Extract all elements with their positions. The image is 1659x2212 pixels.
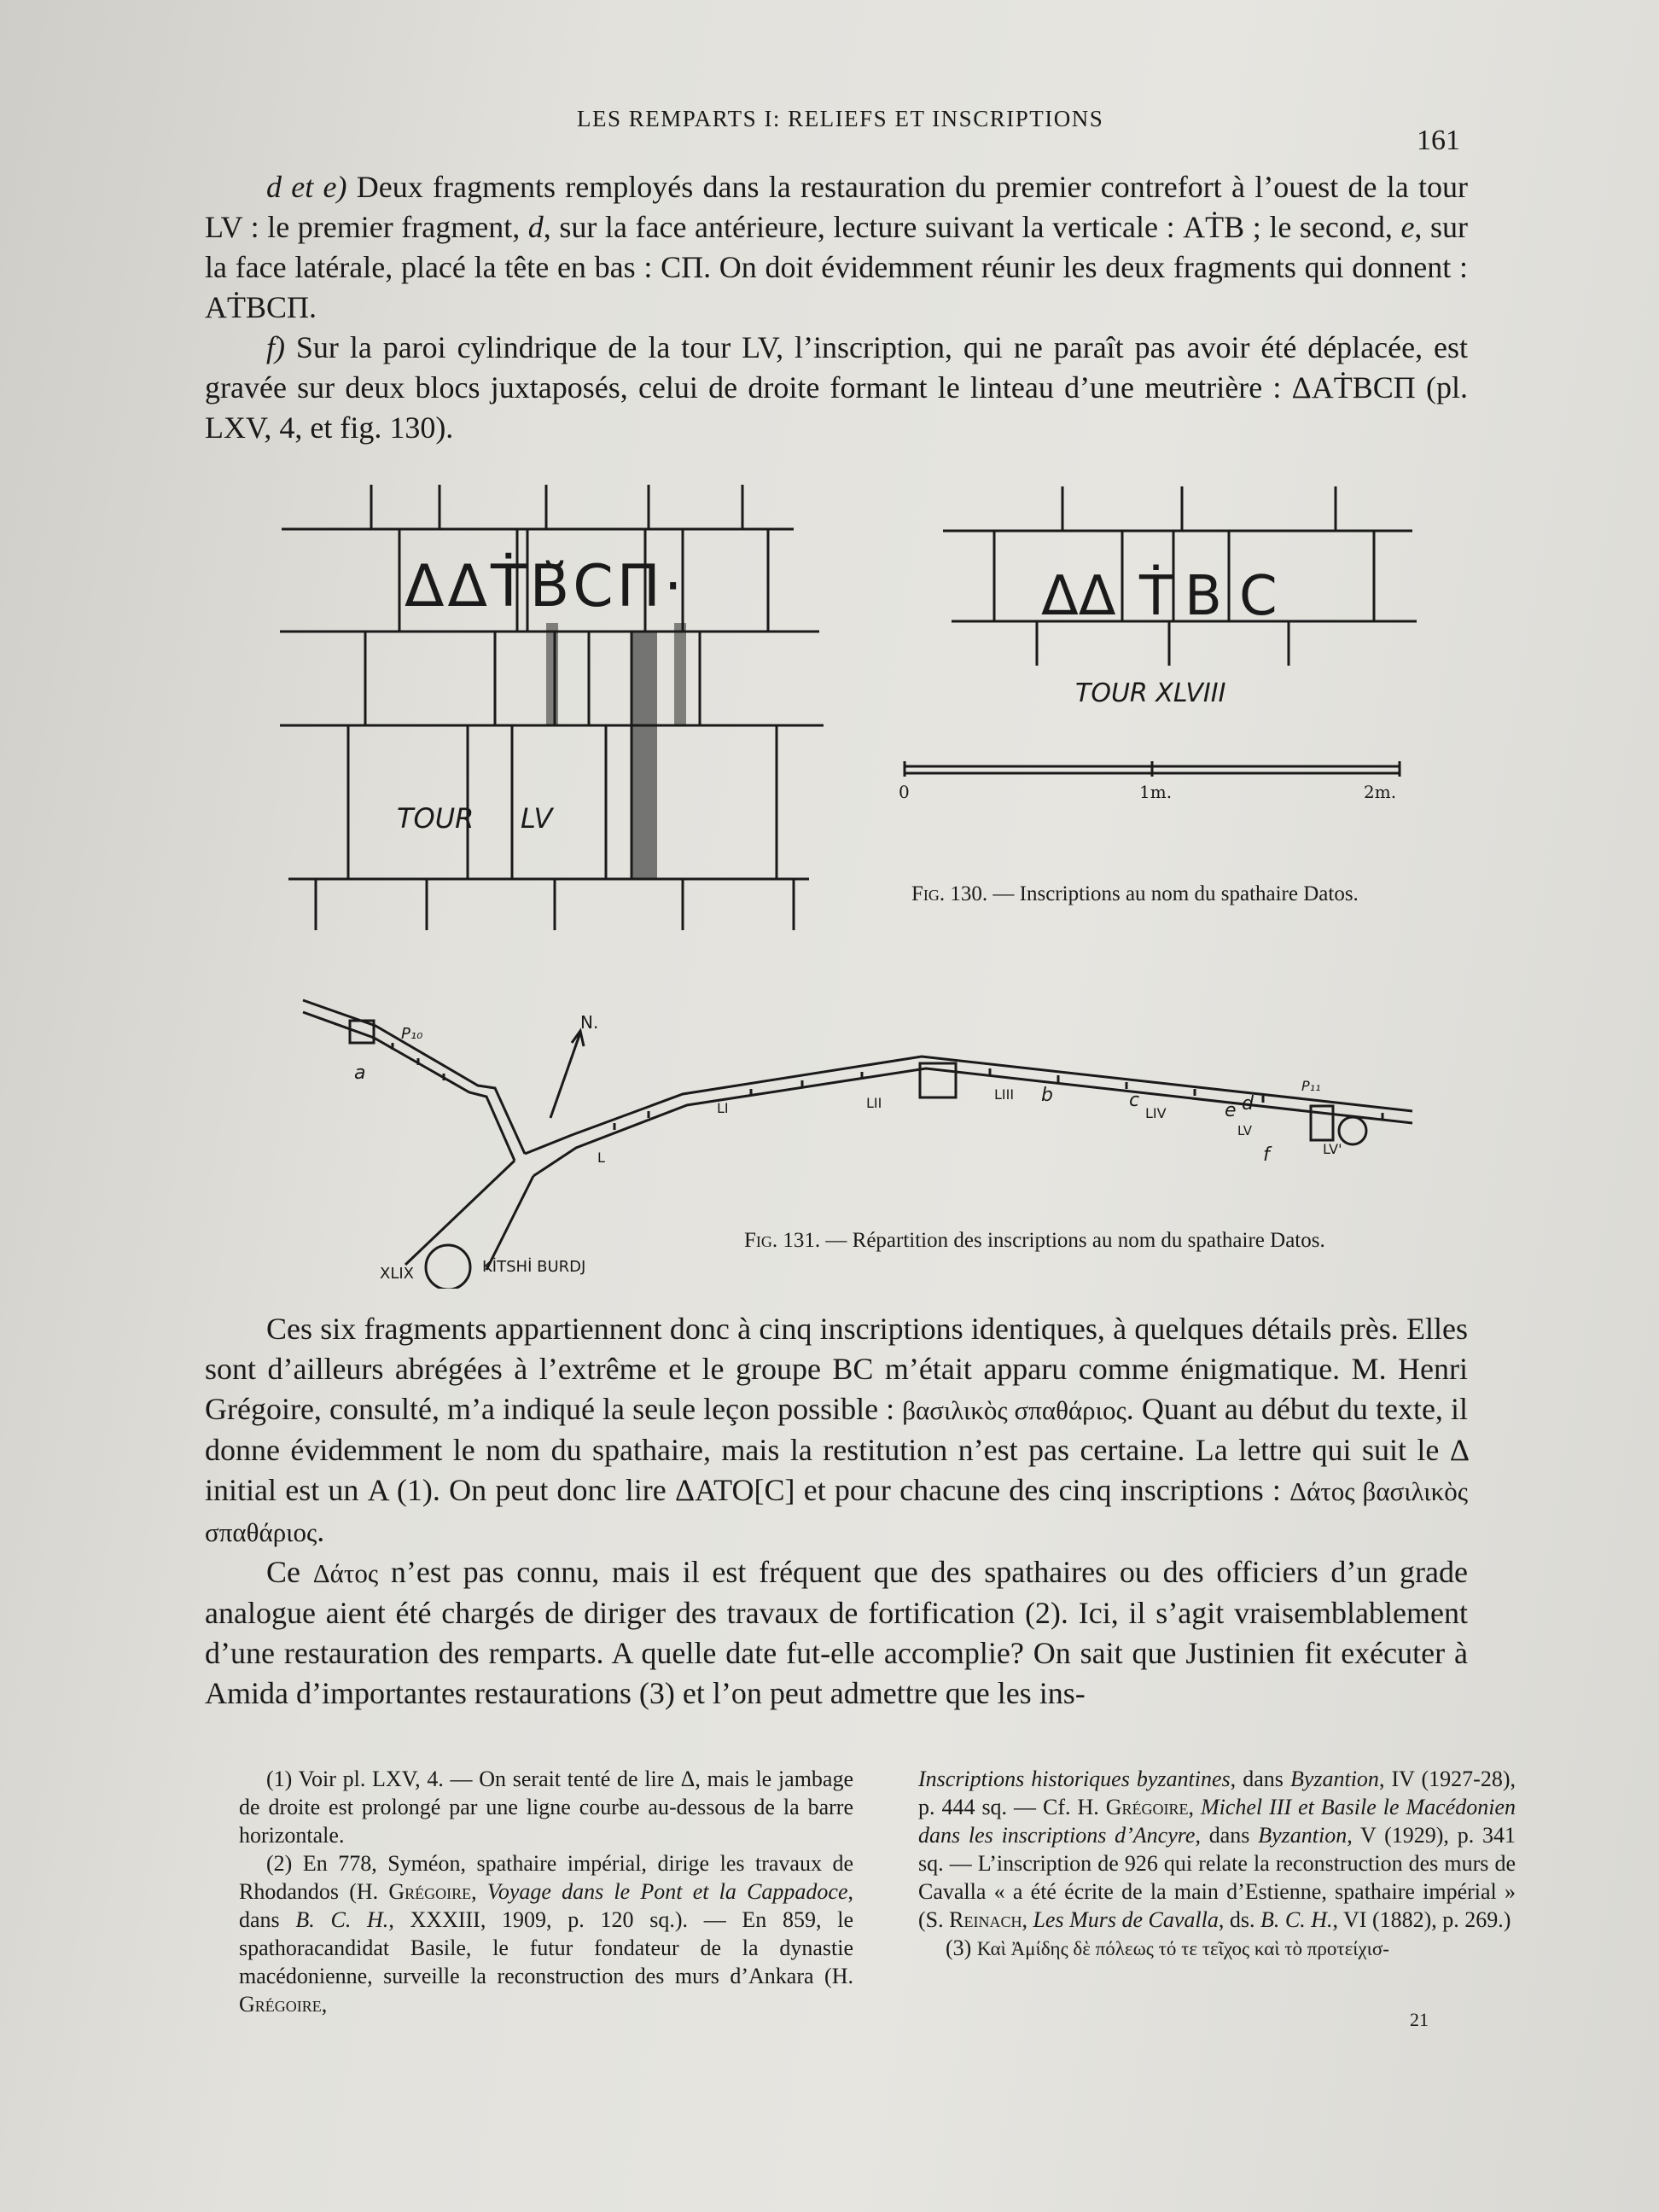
lower-text-block (205, 1309, 1468, 1714)
paragraph-ces-six: Ces six fragments appartiennent donc à cinq inscriptions identiques, à quelques détails près. Elles sont d’ailleurs abrégées à l’extrême et le groupe BC m’était apparu comme énigmatique. M. Henri Grégoire, consulté, m’a indiqué la seule leçon possible : βασιλικὸς σπαθάριος. Quant au début du texte, il donne évidemment le nom du spathaire, mais la restitution n’est pas certaine. La lettre qui suit le Δ initial est un Α (1). On peut donc lire ΔΑΤΟ[C] et pour chacune des cinq inscriptions : Δάτος βασιλικὸς σπαθάριος. (205, 1312, 1468, 1548)
inscription-xlviii-3: B (1185, 565, 1222, 628)
tower-lv-prime: LV' (1323, 1141, 1342, 1157)
inscription-xlviii-4: C (1239, 565, 1278, 628)
p11-label: P₁₁ (1301, 1078, 1321, 1094)
footnotes-left-column (239, 1765, 853, 2018)
label-f: f (1263, 1144, 1270, 1166)
signature-mark: 21 (1410, 2009, 1429, 2030)
upper-text-block (205, 167, 1468, 448)
paragraph-ce-datos: Ce Δάτος n’est pas connu, mais il est fréquent que des spathaires ou des officiers d’un grade analogue aient été chargés de diriger des travaux de fortification (2). Ici, il s’agit vraisemblablement d’une restauration des remparts. A quelle date fut-elle accomplie? On sait que Justinien fit exécuter à Amida d’importantes restaurations (3) et l’on peut admettre que les ins- (205, 1555, 1468, 1710)
tower-label: TOUR (397, 802, 474, 835)
label-c: c (1129, 1090, 1140, 1111)
figure-131-caption: Fig. 131. — Répartition des inscriptions au nom du spathaire Datos. (744, 1229, 1325, 1252)
inscription-text: ΑṪΒCΠ (205, 290, 310, 324)
paragraph-f: f) Sur la paroi cylindrique de la tour LV, l’inscription, qui ne paraît pas avoir été déplacée, est gravée sur deux blocs juxtaposés, celui de droite formant le linteau d’une meutrière : ΔΑṪΒCΠ (pl. LXV, 4, et fig. 130). (205, 330, 1468, 445)
inscription-lv: ΔΔṪΒ̆CΠ· (405, 553, 686, 620)
figure-130-tour-lv (273, 478, 828, 939)
inscription-text: CΠ (661, 250, 704, 284)
inscription-text: ΔΑṪΒCΠ (1291, 370, 1416, 405)
tower-liv: LIV (1145, 1105, 1167, 1121)
p10-label: P₁₀ (401, 1025, 423, 1043)
tower-lv: LV (1237, 1123, 1252, 1138)
footnote-2-continued: Inscriptions historiques byzantines, dans Byzantion, IV (1927-28), p. 444 sq. — Cf. H. Grégoire, Michel III et Basile le Macédonien dans les inscriptions d’Ancyre, dans Byzantion, V (1929), p. 341 sq. — L’inscription de 926 qui relate la reconstruction des murs de Cavalla « a été écrite de la main d’Estienne, spathaire impérial » (S. Reinach, Les Murs de Cavalla, ds. B. C. H., VI (1882), p. 269.) (918, 1767, 1516, 1932)
tower-lii: LII (866, 1095, 882, 1111)
tower-xlix: XLIX (380, 1265, 414, 1283)
inscription-text: ΑṪΒ (1183, 210, 1245, 244)
page-number: 161 (1417, 125, 1460, 156)
scale-label-0: 0 (899, 782, 910, 802)
tower-liii: LIII (994, 1086, 1015, 1103)
label-b: b (1041, 1085, 1053, 1106)
north-label: N. (580, 1012, 599, 1033)
label-a: a (354, 1062, 366, 1084)
running-head: LES REMPARTS I: RELIEFS ET INSCRIPTIONS (577, 106, 1104, 131)
inscription-xlviii-1: ΔΔ (1041, 565, 1116, 628)
label-e: e (1225, 1100, 1237, 1121)
figure-130-caption: Fig. 130. — Inscriptions au nom du spathaire Datos. (911, 882, 1359, 905)
tower-number: LV (521, 802, 553, 835)
tower-xlviii-label: TOUR XLVIII (1075, 678, 1226, 708)
footnote-2: (2) En 778, Syméon, spathaire impérial, dirige les travaux de Rhodandos (H. Grégoire, Voyage dans le Pont et la Cappadoce, dans B. C. H., XXXIII, 1909, p. 120 sq.). — En 859, le spathoracandidat Basile, le futur fondateur de la dynastie macédonienne, surveille la reconstruction des murs d’Ankara (H. Grégoire, (239, 1851, 854, 2017)
kitshi-burdj-label: KİTSHİ BURDJ (482, 1258, 586, 1276)
tower-li: LI (717, 1100, 729, 1116)
scale-label-2m: 2m. (1364, 782, 1397, 802)
footnote-1: (1) Voir pl. LXV, 4. — On serait tenté de lire Δ, mais le jambage de droite est prolongé par une ligne courbe au-dessous de la barre horizontale. (239, 1767, 853, 1848)
scale-label-1m: 1m. (1139, 782, 1173, 802)
inscription-xlviii-2: Ṫ (1139, 565, 1173, 628)
figure-130-tour-xlviii (896, 478, 1434, 802)
footnotes-right-column (918, 1765, 1516, 1963)
label-d: d (1242, 1093, 1254, 1115)
paragraph-d-e: d et e) Deux fragments remployés dans la restauration du premier contrefort à l’ouest de la tour LV : le premier fragment, d, sur la face antérieure, lecture suivant la verticale : ΑṪΒ ; le second, e, sur la face latérale, placé la tête en bas : CΠ. On doit évidemment réunir les deux fragments qui donnent : ΑṪΒCΠ. (205, 170, 1468, 324)
tower-l: L (597, 1150, 605, 1166)
footnote-3: (3) Καὶ Ἀμίδης δὲ πόλεως τό τε τεῖχος καὶ τὸ προτείχισ- (946, 1936, 1389, 1960)
